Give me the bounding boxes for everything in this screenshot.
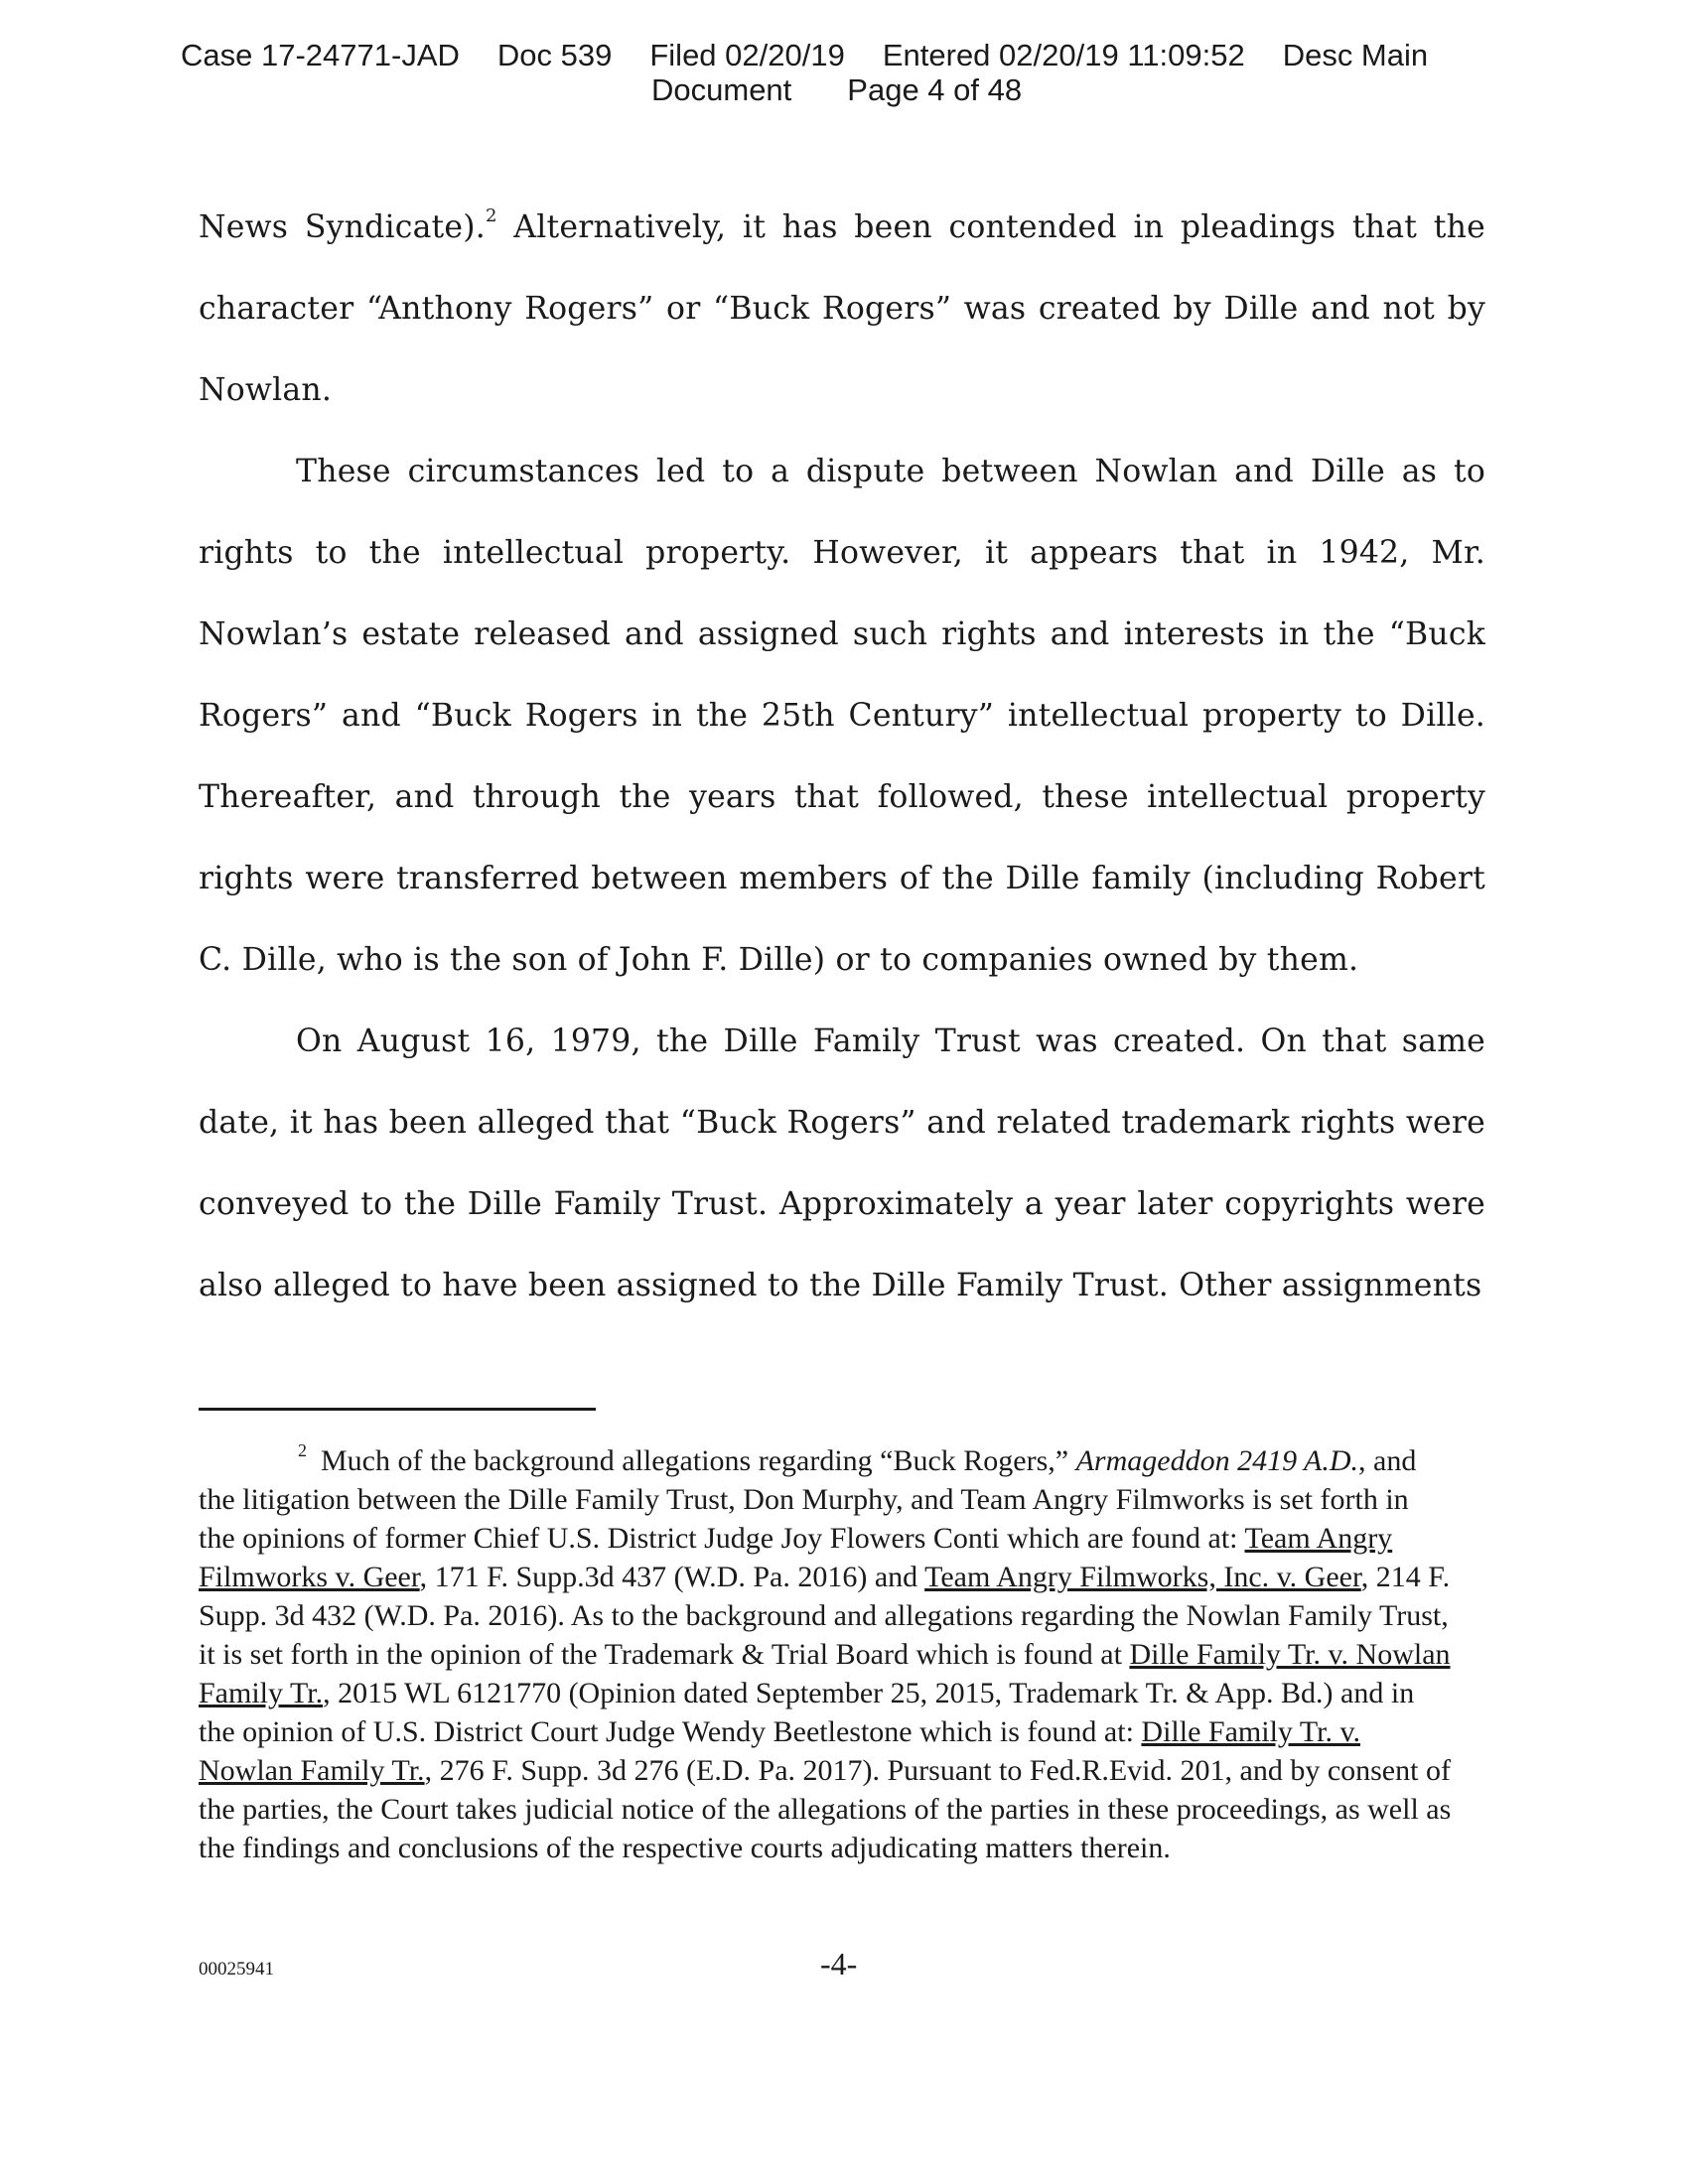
paragraph-1-rest: Alternatively, it has been contended in pleadings that the character “Anthony Rogers” or “Buck Rogers” was created by Dille and not by Nowlan.	[199, 209, 1485, 408]
footnote-segment-5: , 2015 WL 6121770 (Opinion dated September 25, 2015, Trademark Tr. & App. Bd.) and in the opinion of U.S. District Court Judge Wendy Beetlestone which is found at:	[199, 1677, 1415, 1748]
footnote-reference[interactable]: 2	[485, 205, 497, 226]
body-text	[199, 187, 1485, 1326]
header-line-2	[651, 72, 1022, 107]
footnote-segment-6: , 276 F. Supp. 3d 276 (E.D. Pa. 2017). Pursuant to Fed.R.Evid. 201, and by consent of the parties, the Court takes judicial notice of the allegations of the parties in these proceedings, as well as the findings and conclusions of the respective courts adjudicating matters therein.	[199, 1754, 1452, 1864]
page-count: Page 4 of 48	[847, 72, 1023, 107]
paragraph-2: These circumstances led to a dispute between Nowlan and Dille as to rights to the intellectual property. However, it appears that in 1942, Mr. Nowlan’s estate released and assigned such rights and interests in the “Buck Rogers” and “Buck Rogers in the 25th Century” intellectual property to Dille. Thereafter, and through the years that followed, these intellectual property rights were transferred between members of the Dille family (including Robert C. Dille, who is the son of John F. Dille) or to companies owned by them.	[199, 454, 1485, 978]
case-number: Case 17-24771-JAD	[181, 38, 460, 72]
footnote-marker: 2	[298, 1440, 307, 1460]
footnote-segment-4: , 214 F. Supp. 3d 432 (W.D. Pa. 2016). As to the background and allegations regarding the Nowlan Family Trust, it is set forth in the opinion of the Trademark & Trial Board which is found at	[199, 1561, 1451, 1671]
footnote-text	[199, 1441, 1452, 1867]
paragraph-3: On August 16, 1979, the Dille Family Trust was created. On that same date, it has been alleged that “Buck Rogers” and related trademark rights were conveyed to the Dille Family Trust. Approximately a year later copyrights were also alleged to have been assigned to the Dille Family Trust. Other assignments	[199, 1024, 1485, 1303]
doc-number: Doc 539	[496, 38, 613, 72]
citation-dille-2: Dille Family Tr. v. Nowlan Family Tr.	[199, 1715, 1361, 1787]
footnote-segment-2: , and the litigation between the Dille Family Trust, Don Murphy, and Team Angry Filmworks is set forth in the opinions of former Chief U.S. District Judge Joy Flowers Conti which are found at:	[199, 1444, 1417, 1555]
header-line-1	[181, 38, 1428, 72]
desc-label: Desc Main	[1282, 38, 1429, 72]
page-number: -4-	[820, 1946, 858, 1981]
document-id: 00025941	[199, 1959, 274, 1979]
citation-team-angry-2: Team Angry Filmworks, Inc. v. Geer	[924, 1561, 1361, 1593]
paragraph-1-start: News Syndicate).	[199, 209, 486, 245]
footnote-2	[199, 1441, 1452, 1867]
footnote-segment-1: Much of the background allegations regarding “Buck Rogers,”	[321, 1444, 1076, 1477]
filed-date: Filed 02/20/19	[649, 38, 845, 72]
footnote-separator	[199, 1408, 596, 1411]
book-title: Armageddon 2419 A.D.	[1075, 1444, 1359, 1477]
document-label: Document	[651, 72, 792, 107]
footnote-segment-3: , 171 F. Supp.3d 437 (W.D. Pa. 2016) and	[419, 1561, 925, 1593]
entered-date: Entered 02/20/19 11:09:52	[882, 38, 1245, 72]
citation-dille-1: Dille Family Tr. v. Nowlan Family Tr.	[199, 1638, 1451, 1709]
paragraph-1	[199, 187, 1485, 431]
citation-team-angry-1: Team Angry Filmworks v. Geer	[199, 1522, 1393, 1593]
